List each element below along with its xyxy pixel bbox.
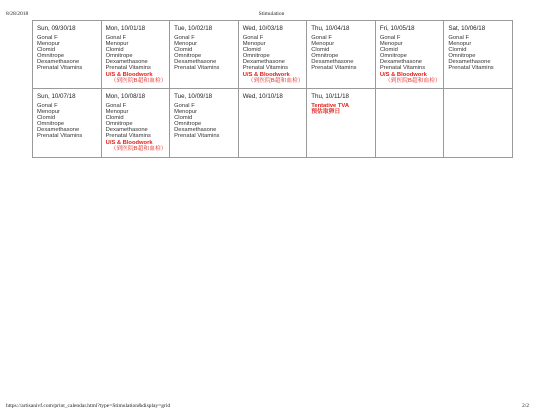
appointment-note: Tentative TVA xyxy=(311,103,350,109)
medication-item: Clomid xyxy=(242,47,261,54)
print-date: 8/28/2018 xyxy=(6,11,29,17)
medication-item: Dexamethasone xyxy=(311,59,354,66)
medication-item: Omnitrope xyxy=(37,121,65,128)
appointment-note: U/S & Bloodwork xyxy=(379,71,427,78)
appointment-note: U/S & Bloodwork xyxy=(105,139,153,146)
day-date: Mon, 10/01/18 xyxy=(105,25,146,32)
medication-item: Dexamethasone xyxy=(174,127,217,134)
medication-item: Prenatal Vitamins xyxy=(242,65,289,72)
medication-item: Prenatal Vitamins xyxy=(174,133,220,140)
day-date: Sun, 10/07/18 xyxy=(37,93,76,100)
day-date: Sat, 10/06/18 xyxy=(448,25,486,32)
appointment-note: U/S & Bloodwork xyxy=(105,71,153,78)
medication-item: Omnitrope xyxy=(242,53,270,60)
medication-item: Clomid xyxy=(37,115,56,122)
day-content xyxy=(444,21,512,74)
medication-item: Menopur xyxy=(37,41,60,48)
page-number: 2/2 xyxy=(521,403,529,409)
medication-item: Menopur xyxy=(174,41,198,48)
calendar-day-cell xyxy=(375,89,444,158)
day-date: Sun, 09/30/18 xyxy=(37,25,76,32)
medication-item: Gonal F xyxy=(448,35,469,41)
medication-item: Gonal F xyxy=(105,103,127,109)
calendar-day-cell xyxy=(170,21,239,89)
day-content xyxy=(170,89,238,142)
day-date: Fri, 10/05/18 xyxy=(379,25,415,32)
medication-item: Clomid xyxy=(448,47,467,54)
calendar-week-row xyxy=(33,89,513,158)
medication-item: Prenatal Vitamins xyxy=(448,65,494,72)
medication-item: Gonal F xyxy=(242,35,264,41)
page-title: Stimulation xyxy=(258,11,285,17)
medication-item: Gonal F xyxy=(311,35,332,41)
day-content xyxy=(102,89,170,154)
calendar-day-cell xyxy=(307,89,376,158)
medication-item: Clomid xyxy=(174,115,193,122)
medication-item: Gonal F xyxy=(174,103,195,109)
medication-item: Clomid xyxy=(105,115,124,122)
day-content xyxy=(239,89,307,105)
calendar-day-cell xyxy=(375,21,444,89)
medication-item: Dexamethasone xyxy=(174,59,217,66)
calendar-week-row xyxy=(33,21,513,89)
medication-item: Prenatal Vitamins xyxy=(105,65,151,72)
appointment-note-chinese: （到医院B超和血检） xyxy=(110,77,167,84)
medication-item: Prenatal Vitamins xyxy=(105,133,151,140)
medication-item: Omnitrope xyxy=(174,121,202,128)
day-content xyxy=(376,21,444,86)
medication-item: Gonal F xyxy=(379,35,401,41)
day-content xyxy=(376,89,444,95)
medication-item: Dexamethasone xyxy=(448,59,491,66)
day-date: Wed, 10/10/18 xyxy=(242,93,283,100)
medication-item: Dexamethasone xyxy=(37,59,80,66)
calendar-day-cell xyxy=(33,89,102,158)
calendar-day-cell xyxy=(101,21,170,89)
day-date: Thu, 10/04/18 xyxy=(311,25,350,32)
medication-item: Menopur xyxy=(105,41,129,48)
day-content xyxy=(307,89,375,117)
day-content xyxy=(239,21,307,86)
medication-item: Clomid xyxy=(379,47,398,54)
day-date: Mon, 10/08/18 xyxy=(105,93,146,100)
calendar-day-cell xyxy=(444,89,513,158)
appointment-note-chinese: （到医院B超和血检） xyxy=(110,145,167,152)
medication-item: Clomid xyxy=(311,47,330,54)
medication-item: Dexamethasone xyxy=(105,127,148,134)
medication-item: Omnitrope xyxy=(311,53,339,60)
calendar-day-cell xyxy=(444,21,513,89)
medication-item: Gonal F xyxy=(174,35,195,41)
day-content xyxy=(170,21,238,74)
medication-item: Prenatal Vitamins xyxy=(311,65,357,72)
day-date: Tue, 10/02/18 xyxy=(174,25,213,32)
medication-item: Menopur xyxy=(311,41,335,48)
medication-item: Dexamethasone xyxy=(105,59,148,66)
medication-item: Gonal F xyxy=(37,103,58,109)
appointment-note: U/S & Bloodwork xyxy=(242,71,290,78)
medication-item: Omnitrope xyxy=(105,53,133,60)
medication-item: Menopur xyxy=(37,109,60,116)
medication-item: Dexamethasone xyxy=(37,127,80,134)
calendar-day-cell xyxy=(101,89,170,158)
medication-item: Prenatal Vitamins xyxy=(174,65,220,72)
calendar-day-cell xyxy=(170,89,239,158)
medication-item: Menopur xyxy=(242,41,266,48)
medication-item: Prenatal Vitamins xyxy=(379,65,426,72)
calendar-day-cell xyxy=(238,21,307,89)
medication-item: Omnitrope xyxy=(448,53,476,60)
day-date: Thu, 10/11/18 xyxy=(311,93,349,100)
medication-item: Clomid xyxy=(174,47,193,54)
appointment-note-chinese: （到医院B超和血检） xyxy=(247,77,304,84)
medication-item: Clomid xyxy=(37,47,56,54)
day-content xyxy=(33,89,101,142)
appointment-note-chinese: 预估取卵日 xyxy=(311,109,341,116)
medication-item: Gonal F xyxy=(105,35,127,41)
calendar-grid xyxy=(32,20,513,158)
day-content xyxy=(102,21,170,86)
calendar-day-cell xyxy=(238,89,307,158)
day-content xyxy=(444,89,512,95)
appointment-note-chinese: （到医院B超和血检） xyxy=(384,77,441,84)
medication-item: Omnitrope xyxy=(105,121,133,128)
day-content xyxy=(307,21,375,74)
day-date: Tue, 10/09/18 xyxy=(174,93,213,100)
medication-item: Menopur xyxy=(379,41,403,48)
medication-item: Menopur xyxy=(174,109,198,116)
day-date: Wed, 10/03/18 xyxy=(242,25,283,32)
medication-item: Dexamethasone xyxy=(379,59,423,66)
calendar-day-cell xyxy=(33,21,102,89)
medication-item: Omnitrope xyxy=(174,53,202,60)
medication-item: Clomid xyxy=(105,47,124,54)
medication-item: Prenatal Vitamins xyxy=(37,133,83,140)
page-url: https://artisanivf.com/print_calendar.html?type=Stimulation&display=grid xyxy=(6,403,171,409)
medication-item: Omnitrope xyxy=(379,53,407,60)
medication-item: Gonal F xyxy=(37,35,58,41)
medication-item: Dexamethasone xyxy=(242,59,285,66)
medication-item: Menopur xyxy=(448,41,472,48)
calendar-day-cell xyxy=(307,21,376,89)
medication-item: Omnitrope xyxy=(37,53,65,60)
day-content xyxy=(33,21,101,74)
medication-item: Prenatal Vitamins xyxy=(37,65,83,72)
medication-item: Menopur xyxy=(105,109,129,116)
